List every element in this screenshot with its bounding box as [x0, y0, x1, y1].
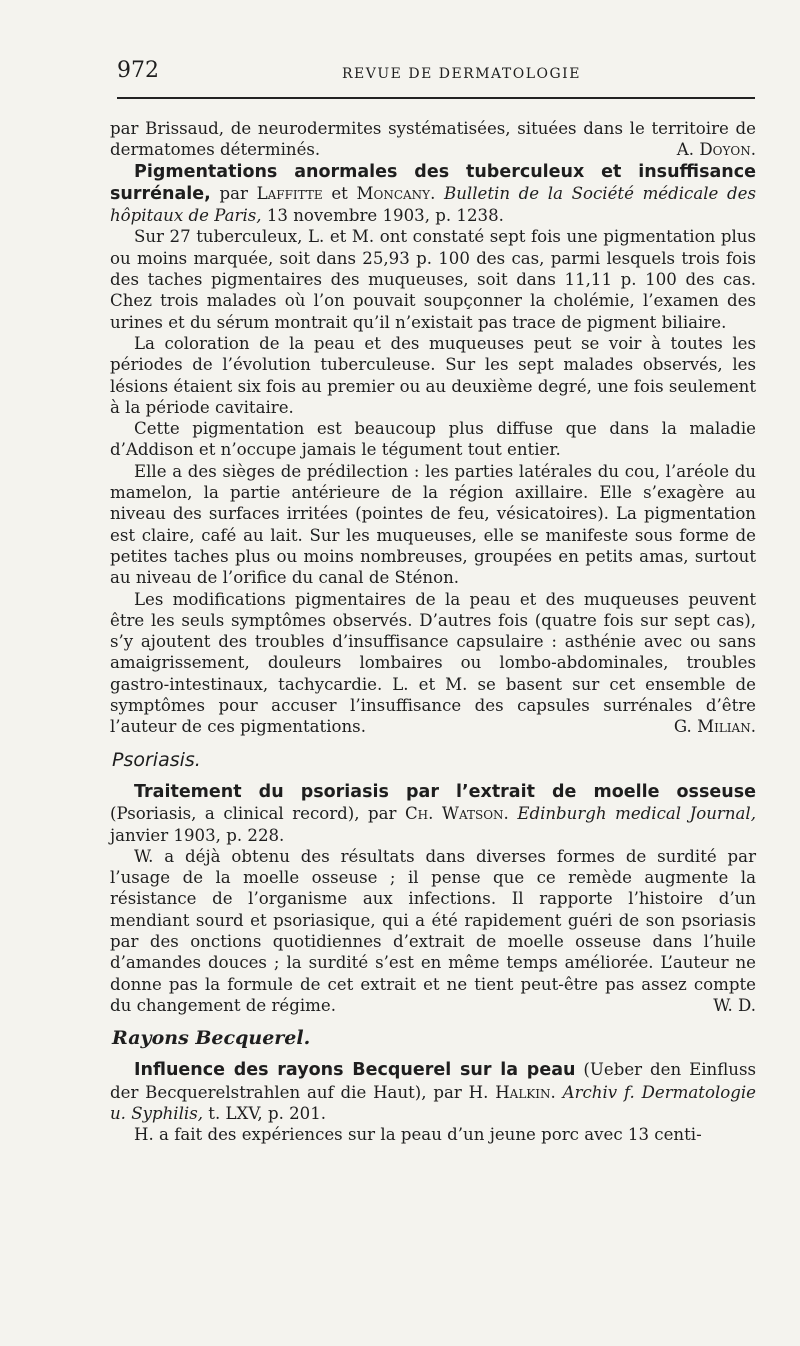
header-rule [117, 97, 755, 99]
article-heading: Pigmentations anormales des tuberculeux et insuffisance surrénale, par Laffitte et Moncany. Bulletin de la Société médicale des hôpitaux de Paris, 13 novembre 1903, p. 1238. [110, 161, 756, 226]
signature: G. Milian. [673, 717, 756, 737]
journal-name: Archiv f. Dermatologie u. Syphilis, [110, 1082, 757, 1124]
page-number: 972 [117, 58, 159, 83]
article-title: Pigmentations anormales des tuberculeux et insuffisance surrénale, [110, 161, 756, 204]
author: Halkin [495, 1082, 551, 1102]
article-heading: Influence des rayons Becquerel sur la peau (Ueber den Einfluss der Becquerelstrahlen auf die Haut), par H. Halkin. Archiv f. Dermatologie u. Syphilis, t. LXV, p. 201. [110, 1060, 757, 1124]
author: Moncany [356, 183, 431, 203]
article-title: Influence des rayons Becquerel sur la peau [134, 1060, 576, 1081]
running-title: REVUE DE DERMATOLOGIE [342, 66, 581, 82]
paragraph: H. a fait des expériences sur la peau d’un jeune porc avec 13 centi- [134, 1125, 702, 1145]
journal-name: Edinburgh medical Journal, [517, 804, 756, 824]
page-body [110, 118, 756, 1146]
paragraph: Les modifications pigmentaires de la peau et des muqueuses peuvent être les seuls symptômes observés. D’autres fois (quatre fois sur sept cas), s’y ajoutent des troubles d’insuffisance capsulaire : asthénie avec ou sans amaigrissement, douleurs lombaires ou lombo-abdominales, troubles gastro-intestinaux, tachycardie. L. et M. se basent sur cet ensemble de symptômes pour accuser l’insuffisance des capsules surrénales d’être l’auteur de ces pigmentations. G. Milian. [110, 589, 756, 737]
page-header [117, 58, 755, 88]
section-heading: Psoriasis. [112, 748, 201, 771]
author: Ch. Watson [404, 804, 504, 824]
continued-paragraph: par Brissaud, de neurodermites systématisées, situées dans le territoire de dermatomes déterminés. A. Doyon. [110, 119, 756, 160]
paragraph: La coloration de la peau et des muqueuses peut se voir à toutes les périodes de l’évolution tuberculeuse. Sur les sept malades observés, les lésions étaient six fois au premier ou au deuxième degré, une fois seulement à la période cavitaire. [110, 333, 756, 417]
author: Laffitte [256, 183, 323, 203]
signature: A. Doyon. [676, 140, 756, 160]
paragraph: Elle a des sièges de prédilection : les parties latérales du cou, l’aréole du mamelon, la partie antérieure de la région axillaire. Elle s’exagère au niveau des surfaces irritées (pointes de feu, vésicatoires). La pigmentation est claire, café au lait. Sur les muqueuses, elle se manifeste sous forme de petites taches plus ou moins nombreuses, groupées en petits amas, surtout au niveau de l’orifice du canal de Sténon. [110, 461, 756, 588]
article-heading: Traitement du psoriasis par l’extrait de moelle osseuse (Psoriasis, a clinical record), par Ch. Watson. Edinburgh medical Journal, janvier 1903, p. 228. [110, 781, 756, 845]
article-title: Traitement du psoriasis par l’extrait de moelle osseuse [134, 781, 756, 802]
section-heading: Rayons Becquerel. [112, 1027, 311, 1050]
signature: W. D. [713, 995, 756, 1015]
journal-name: Bulletin de la Société médicale des hôpitaux de Paris, [110, 183, 756, 226]
paragraph: W. a déjà obtenu des résultats dans diverses formes de surdité par l’usage de la moelle osseuse ; il pense que ce remède augmente la résistance de l’organisme aux infections. Il rapporte l’histoire d’un mendiant sourd et psoriasique, qui a été rapidement guéri de son psoriasis par des onctions quotidiennes d’extrait de moelle osseuse dans l’huile d’amandes douces ; la surdité s’est en même temps améliorée. L’auteur ne donne pas la formule de cet extrait et ne tient peut-être pas assez compte du changement de régime. W. D. [110, 846, 756, 1015]
paragraph: Cette pigmentation est beaucoup plus diffuse que dans la maladie d’Addison et n’occupe jamais le tégument tout entier. [110, 419, 756, 460]
paragraph: Sur 27 tuberculeux, L. et M. ont constaté sept fois une pigmentation plus ou moins marquée, soit dans 25,93 p. 100 des cas, parmi lesquels trois fois des taches pigmentaires des muqueuses, soit dans 11,11 p. 100 des cas. Chez trois malades où l’on pouvait soupçonner la cholémie, l’examen des urines et du sérum montrait qu’il n’existait pas trace de pigment biliaire. [110, 227, 756, 332]
